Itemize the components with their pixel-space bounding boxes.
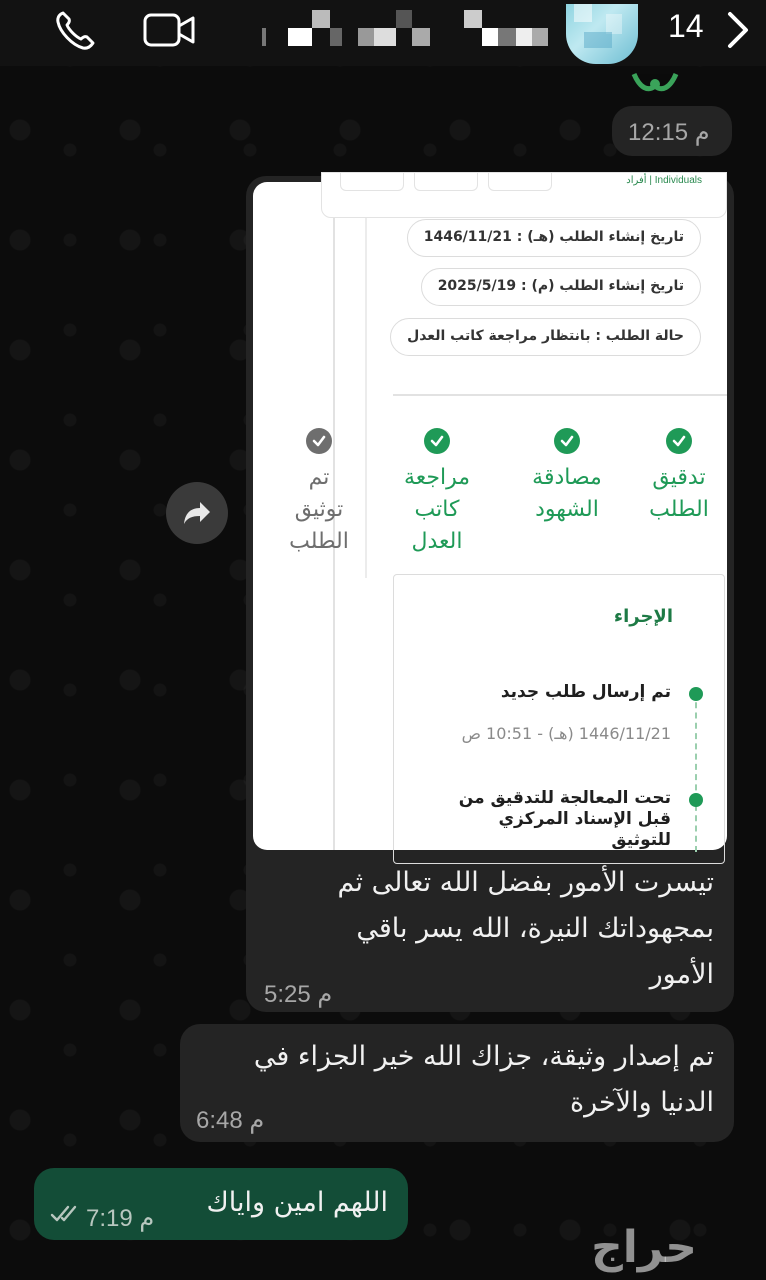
check-circle-icon <box>554 428 580 454</box>
message-text-line: اللهم امين واياك <box>206 1187 388 1218</box>
message-text-line: تم إصدار وثيقة، جزاك الله خير الجزاء في <box>253 1041 714 1072</box>
forward-button[interactable] <box>166 482 228 544</box>
timeline-dot <box>689 687 703 701</box>
check-circle-icon <box>666 428 692 454</box>
timeline-line <box>695 692 697 852</box>
forward-icon <box>182 500 212 526</box>
message-caption: تيسرت الأمور بفضل الله تعالى ثم بمجهوداتك النيرة، الله يسر باقي الأمور <box>337 867 714 990</box>
procedure-title: الإجراء <box>613 606 673 627</box>
video-icon[interactable] <box>142 10 196 50</box>
phone-icon[interactable] <box>52 8 98 54</box>
check-circle-icon <box>306 428 332 454</box>
creation-date-hijri: تاريخ إنشاء الطلب (هـ) : 1446/11/21 <box>407 219 701 257</box>
creation-date-gregorian: تاريخ إنشاء الطلب (م) : 2025/5/19 <box>421 268 701 306</box>
message-bubble-text[interactable] <box>180 1024 734 1142</box>
message-time: 5:25 م <box>264 981 333 1008</box>
individuals-tab: أفراد | Individuals <box>626 175 702 186</box>
check-circle-icon <box>424 428 450 454</box>
step-notary-review: مراجعة كاتب العدل <box>387 428 487 558</box>
message-text-line: الدنيا والآخرة <box>569 1087 714 1118</box>
sticker-remnant[interactable] <box>630 70 680 96</box>
tab-bar <box>321 172 727 218</box>
unread-count: 14 <box>668 8 704 44</box>
timeline-item-date: 1446/11/21 (هـ) - 10:51 ص <box>461 724 671 743</box>
divider <box>393 394 727 396</box>
timeline-item-text: تحت المعالجة للتدقيق من قبل الإسناد المركزي للتوثيق <box>458 788 671 850</box>
contact-avatar[interactable] <box>566 4 638 64</box>
message-time: 12:15 م <box>628 119 710 146</box>
shared-screenshot-image[interactable] <box>253 175 727 850</box>
message-bubble-outgoing[interactable] <box>34 1168 408 1240</box>
message-bubble-sticker-time[interactable] <box>612 106 732 156</box>
timeline-item-text: تم إرسال طلب جديد <box>500 682 671 702</box>
haraj-watermark: حراج <box>591 1222 697 1273</box>
step-request-documented: تم توثيق الطلب <box>269 428 369 558</box>
chat-header <box>0 0 766 66</box>
step-witness-attestation: مصادقة الشهود <box>517 428 617 526</box>
double-check-icon <box>50 1204 84 1224</box>
message-time: 7:19 م <box>86 1205 155 1232</box>
timeline-dot <box>689 793 703 807</box>
contact-name-redacted[interactable] <box>262 10 548 46</box>
step-review-request: تدقيق الطلب <box>629 428 729 526</box>
chevron-right-icon[interactable] <box>722 10 752 50</box>
message-time: 6:48 م <box>196 1107 265 1134</box>
request-status: حالة الطلب : بانتظار مراجعة كاتب العدل <box>390 318 701 356</box>
